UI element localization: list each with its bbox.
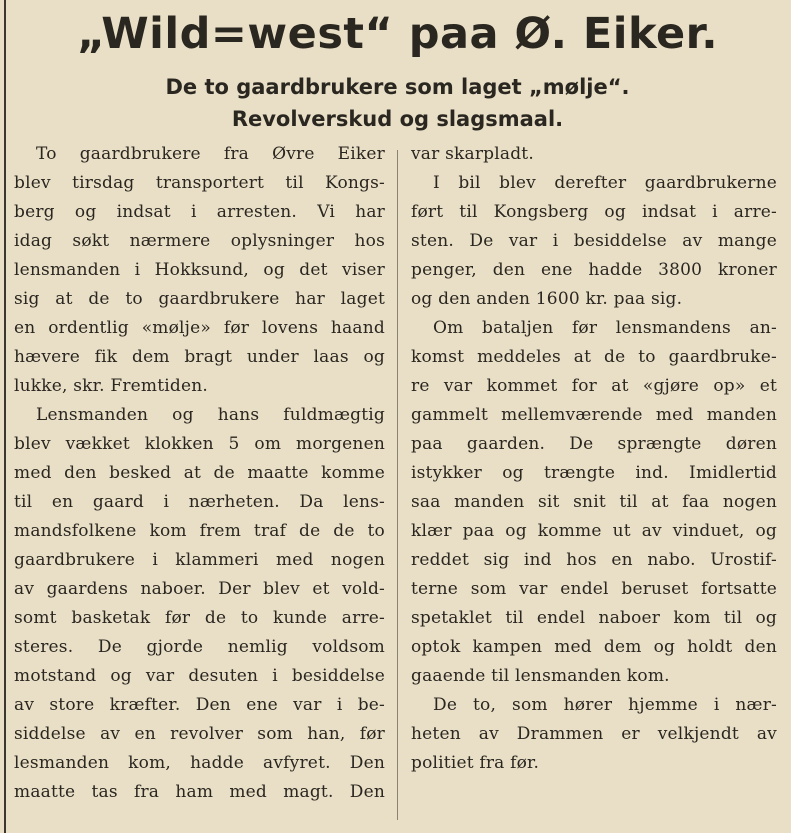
text-line: politiet fra før. [411, 753, 540, 773]
text-line: terne som var endel beruset fortsatte [411, 579, 777, 599]
text-line: var skarpladt. [411, 144, 534, 164]
column-divider [397, 150, 398, 820]
text-line: berg og indsat i arresten. Vi har [14, 202, 385, 222]
left-border-rule [4, 0, 6, 833]
text-line: til en gaard i nærheten. Da lens- [14, 492, 385, 512]
text-line: sig at de to gaardbrukere har laget [14, 289, 385, 309]
text-line: re var kommet for at «gjøre op» et [411, 376, 777, 396]
text-line: saa manden sit snit til at faa nogen [411, 492, 777, 512]
article-column-left [14, 140, 385, 807]
text-line: gaardbrukere i klammeri med nogen [14, 550, 385, 570]
text-line: siddelse av en revolver som han, før [14, 724, 385, 744]
text-line: Om bataljen før lensmandens an- [433, 318, 777, 338]
text-line: heten av Drammen er velkjendt av [411, 724, 777, 744]
text-line: lukke, skr. Fremtiden. [14, 376, 209, 396]
text-line: sten. De var i besiddelse av mange [411, 231, 777, 251]
text-line: motstand og var desuten i besiddelse [14, 666, 385, 686]
text-line: paa gaarden. De sprængte døren [411, 434, 777, 454]
text-line: komst meddeles at de to gaardbruke- [411, 347, 777, 367]
text-line: lesmanden kom, hadde avfyret. Den [14, 753, 385, 773]
text-line: av gaardens naboer. Der blev et vold- [14, 579, 385, 599]
text-line: idag søkt nærmere oplysninger hos [14, 231, 385, 251]
text-line: To gaardbrukere fra Øvre Eiker [36, 144, 385, 164]
subheading-1: De to gaardbrukere som laget „mølje“. [165, 75, 630, 99]
text-line: gaaende til lensmanden kom. [411, 666, 670, 686]
text-line: spetaklet til endel naboer kom til og [411, 608, 777, 628]
text-line: gammelt mellemværende med manden [411, 405, 777, 425]
text-line: med den besked at de maatte komme [14, 463, 385, 483]
text-line: blev tirsdag transportert til Kongs- [14, 173, 385, 193]
text-line: I bil blev derefter gaardbrukerne [433, 173, 777, 193]
text-line: klær paa og komme ut av vinduet, og [411, 521, 777, 541]
subheading-2: Revolverskud og slagsmaal. [231, 107, 564, 131]
text-line: De to, som hører hjemme i nær- [433, 695, 777, 715]
text-line: mandsfolkene kom frem traf de de to [14, 521, 385, 541]
text-line: og den anden 1600 kr. paa sig. [411, 289, 683, 309]
article-column-right [411, 140, 777, 778]
text-line: somt basketak før de to kunde arre- [14, 608, 385, 628]
text-line: penger, den ene hadde 3800 kroner [411, 260, 777, 280]
text-line: reddet sig ind hos en nabo. Urostif- [411, 550, 777, 570]
text-line: steres. De gjorde nemlig voldsom [14, 637, 385, 657]
text-line: ført til Kongsberg og indsat i arre- [411, 202, 777, 222]
text-line: blev vækket klokken 5 om morgenen [14, 434, 385, 454]
text-line: av store kræfter. Den ene var i be- [14, 695, 385, 715]
text-line: istykker og trængte ind. Imidlertid [411, 463, 777, 483]
text-line: lensmanden i Hokksund, og det viser [14, 260, 385, 280]
headline: „Wild=west“ paa Ø. Eiker. [76, 9, 719, 59]
text-line: optok kampen med dem og holdt den [411, 637, 777, 657]
text-line: hævere fik dem bragt under laas og [14, 347, 385, 367]
text-line: maatte tas fra ham med magt. Den [14, 782, 385, 802]
text-line: en ordentlig «mølje» før lovens haand [14, 318, 385, 338]
text-line: Lensmanden og hans fuldmægtig [36, 405, 385, 425]
